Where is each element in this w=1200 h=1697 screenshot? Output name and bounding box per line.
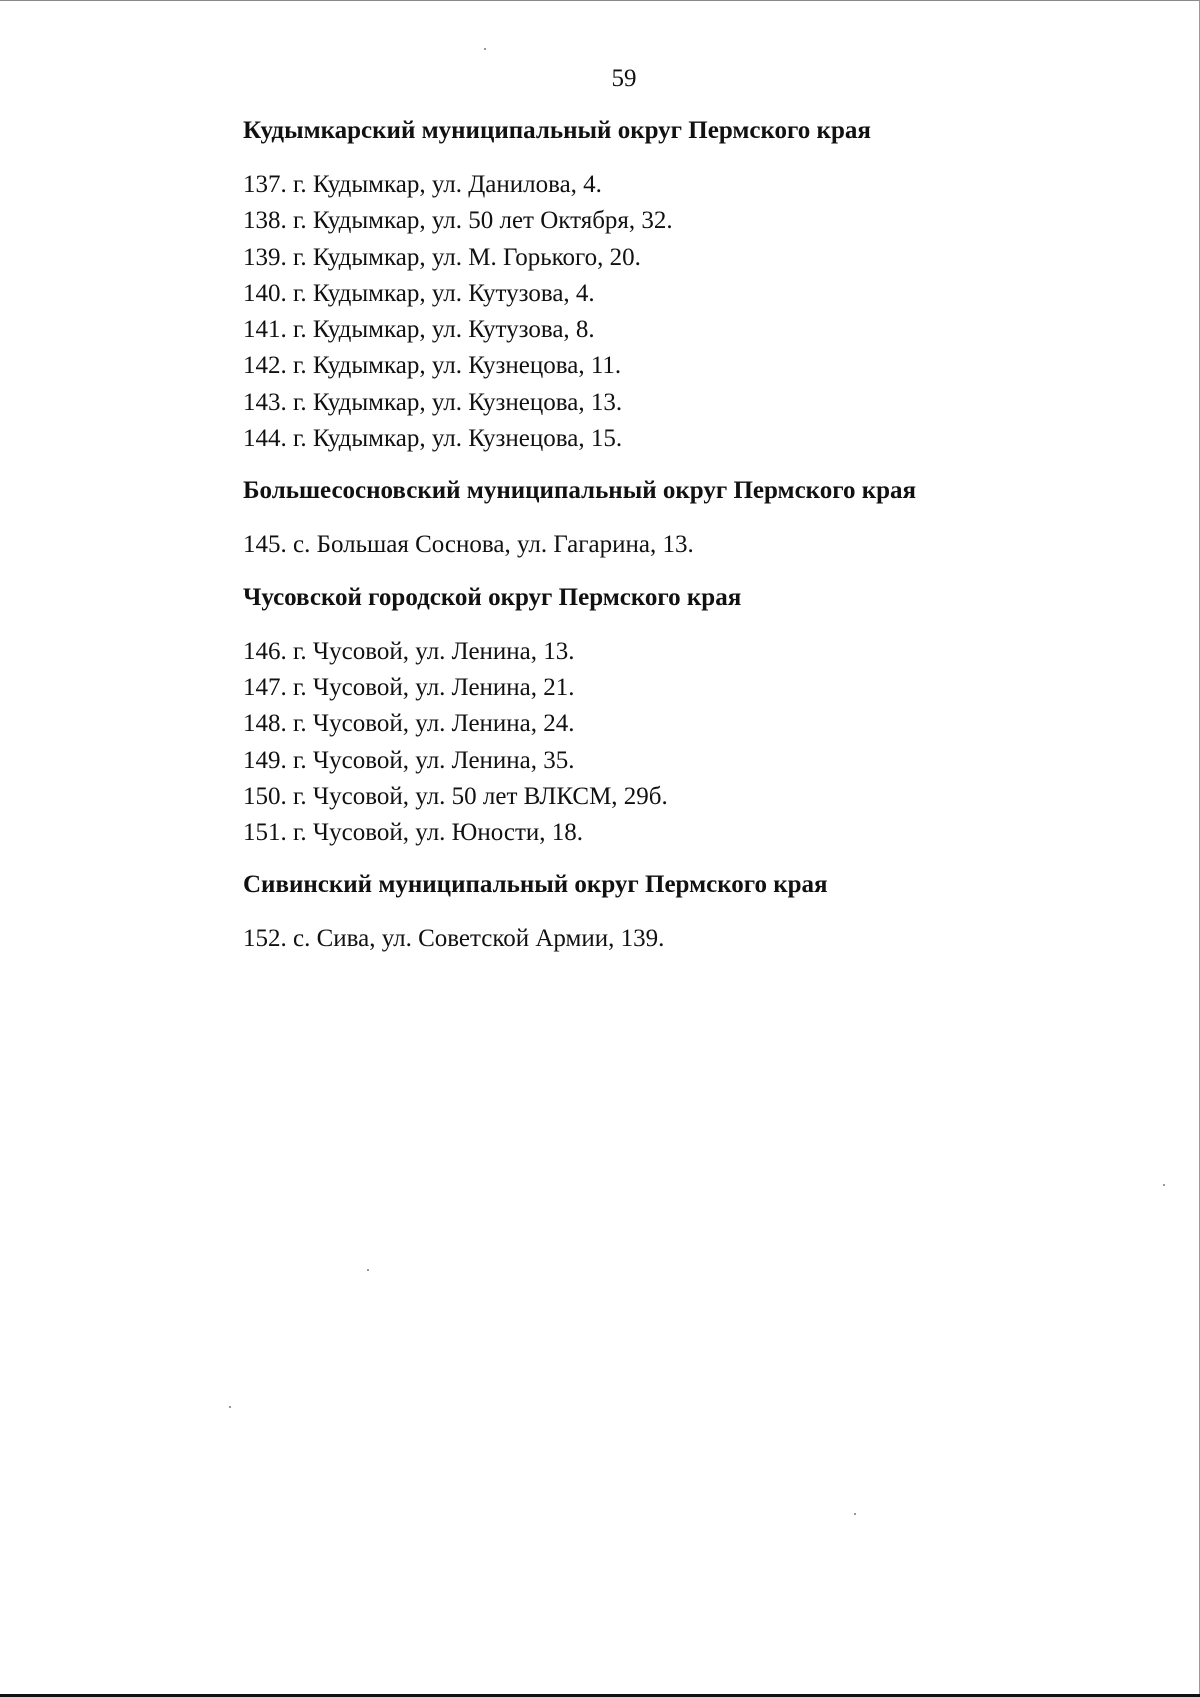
page-number: 59	[611, 65, 637, 92]
address-entry: 143. г. Кудымкар, ул. Кузнецова, 13.	[243, 388, 623, 416]
document-body	[243, 115, 1143, 976]
address-list	[243, 167, 1143, 457]
address-entry: 138. г. Кудымкар, ул. 50 лет Октября, 32.	[243, 207, 673, 235]
section-bolshesosnovsky	[243, 475, 1143, 563]
scan-speck	[229, 1406, 231, 1408]
section-chusovoy	[243, 582, 1143, 852]
address-entry: 150. г. Чусовой, ул. 50 лет ВЛКСМ, 29б.	[243, 782, 668, 810]
address-entry: 148. г. Чусовой, ул. Ленина, 24.	[243, 710, 575, 738]
scan-speck	[1163, 1184, 1165, 1186]
address-entry: 149. г. Чусовой, ул. Ленина, 35.	[243, 746, 575, 774]
address-list	[243, 921, 1143, 957]
address-entry: 151. г. Чусовой, ул. Юности, 18.	[243, 819, 584, 847]
address-entry: 152. с. Сива, ул. Советской Армии, 139.	[243, 925, 665, 953]
address-list	[243, 634, 1143, 852]
section-heading: Кудымкарский муниципальный округ Пермского края	[243, 117, 871, 144]
address-entry: 147. г. Чусовой, ул. Ленина, 21.	[243, 673, 575, 701]
address-entry: 146. г. Чусовой, ул. Ленина, 13.	[243, 637, 575, 665]
address-entry: 139. г. Кудымкар, ул. М. Горького, 20.	[243, 243, 641, 271]
address-entry: 144. г. Кудымкар, ул. Кузнецова, 15.	[243, 425, 623, 453]
address-entry: 142. г. Кудымкар, ул. Кузнецова, 11.	[243, 352, 622, 380]
address-entry: 140. г. Кудымкар, ул. Кутузова, 4.	[243, 279, 595, 307]
section-heading: Чусовской городской округ Пермского края	[243, 583, 742, 611]
section-heading: Большесосновский муниципальный округ Пермского края	[243, 477, 917, 505]
address-entry: 137. г. Кудымкар, ул. Данилова, 4.	[243, 171, 602, 198]
address-entry: 145. с. Большая Соснова, ул. Гагарина, 13.	[243, 531, 694, 559]
section-heading: Сивинский муниципальный округ Пермского края	[243, 871, 828, 899]
scan-speck	[367, 1269, 369, 1271]
section-sivinsky	[243, 869, 1143, 957]
section-kudymkar	[243, 115, 1143, 457]
address-list	[243, 527, 1143, 563]
scan-speck	[854, 1513, 856, 1515]
address-entry: 141. г. Кудымкар, ул. Кутузова, 8.	[243, 316, 595, 344]
scan-speck	[484, 48, 486, 50]
